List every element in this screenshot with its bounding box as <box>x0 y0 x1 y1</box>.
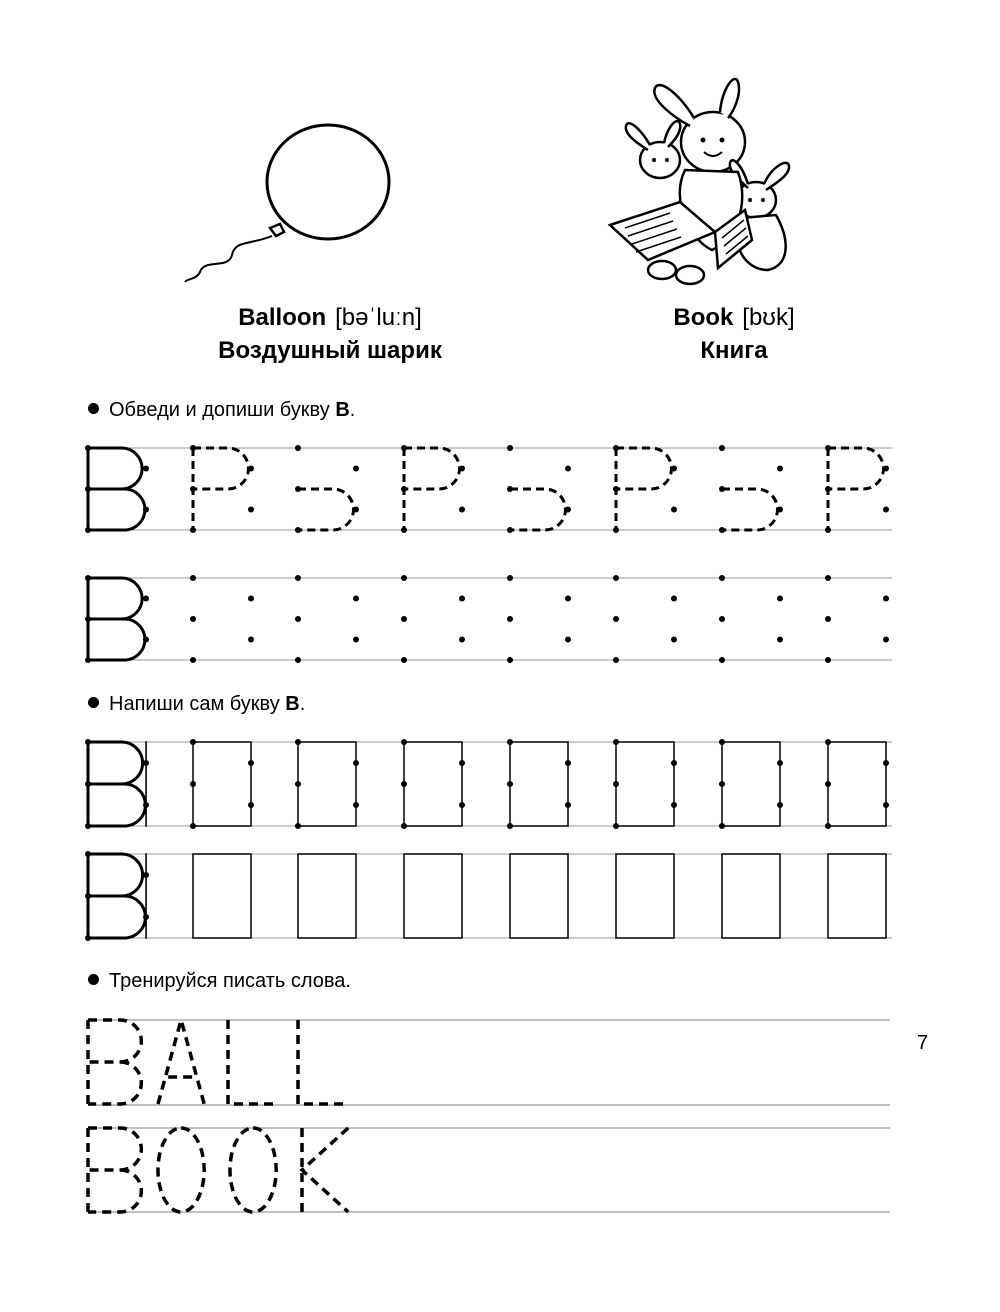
guide-dot <box>719 527 725 533</box>
guide-dot <box>883 507 889 513</box>
guide-dot <box>295 445 301 451</box>
guide-dot <box>507 616 513 622</box>
guide-dot <box>565 760 571 766</box>
guide-dot <box>613 739 619 745</box>
guide-dot <box>143 872 149 878</box>
guide-dot <box>85 781 91 787</box>
dashed-letter-b <box>88 1128 141 1212</box>
guide-dot <box>190 823 196 829</box>
letter-box <box>510 854 568 938</box>
guide-dot <box>671 802 677 808</box>
bullet-icon <box>88 697 99 708</box>
letter-box <box>828 742 886 826</box>
instruction-write-letter: B <box>285 693 300 715</box>
guide-dot <box>507 739 513 745</box>
guide-dot <box>825 781 831 787</box>
guide-dot <box>719 445 725 451</box>
guide-dot <box>825 616 831 622</box>
guide-dot <box>248 802 254 808</box>
guide-dot <box>825 445 831 451</box>
balloon-translation: Воздушный шарик <box>218 337 442 364</box>
guide-dot <box>295 739 301 745</box>
guide-dot <box>190 781 196 787</box>
guide-dot <box>353 507 359 513</box>
guide-dot <box>248 596 254 602</box>
guide-dot <box>143 596 149 602</box>
balloon-word: Balloon <box>238 304 327 331</box>
bullet-icon <box>88 974 99 985</box>
letter-box <box>722 854 780 938</box>
guide-dot <box>565 507 571 513</box>
guide-dot <box>353 760 359 766</box>
sample-letter-b <box>88 854 145 938</box>
instruction-write-text: Напиши сам букву <box>109 693 286 715</box>
guide-dot <box>719 823 725 829</box>
letter-box <box>404 742 462 826</box>
guide-dot <box>719 781 725 787</box>
guide-dot <box>777 802 783 808</box>
guide-dot <box>613 445 619 451</box>
guide-dot <box>613 486 619 492</box>
guide-dot <box>507 575 513 581</box>
dashed-letter-l <box>228 1020 274 1104</box>
trace-letter-b <box>193 448 249 530</box>
dashed-letter-b <box>88 1020 141 1104</box>
guide-dot <box>825 657 831 663</box>
guide-dot <box>85 575 91 581</box>
trace-letter-b <box>510 489 566 530</box>
trace-letter-b <box>616 448 671 530</box>
dashed-letter-l <box>298 1020 344 1104</box>
guide-dot <box>613 616 619 622</box>
balloon-transcription: [bəˈluːn] <box>335 304 422 331</box>
balloon-caption <box>130 303 530 366</box>
guide-dot <box>825 739 831 745</box>
guide-dot <box>353 466 359 472</box>
guide-dot <box>143 914 149 920</box>
letter-box <box>616 742 674 826</box>
guide-dot <box>613 823 619 829</box>
letter-box <box>298 854 356 938</box>
guide-dot <box>401 527 407 533</box>
guide-dot <box>719 486 725 492</box>
book-word: Book <box>673 304 734 331</box>
guide-dot <box>295 657 301 663</box>
guide-dot <box>459 802 465 808</box>
guide-dot <box>671 637 677 643</box>
letter-box <box>510 742 568 826</box>
guide-dot <box>85 893 91 899</box>
guide-dot <box>565 637 571 643</box>
guide-dot <box>459 507 465 513</box>
guide-dot <box>825 486 831 492</box>
trace-letter-b <box>404 448 459 530</box>
guide-dot <box>248 507 254 513</box>
guide-dot <box>143 637 149 643</box>
book-transcription: [bʊk] <box>742 304 795 331</box>
guide-dot <box>295 527 301 533</box>
guide-dot <box>719 575 725 581</box>
guide-dot <box>777 466 783 472</box>
dashed-letter-a <box>158 1020 204 1104</box>
instruction-write-end: . <box>299 693 306 715</box>
dashed-letter-o <box>230 1128 276 1212</box>
guide-dot <box>295 781 301 787</box>
guide-dot <box>248 760 254 766</box>
guide-dot <box>353 802 359 808</box>
guide-dot <box>507 657 513 663</box>
guide-dot <box>401 616 407 622</box>
instruction-trace-text: Обведи и допиши букву <box>109 399 336 421</box>
instruction-trace-letter: B <box>335 399 350 421</box>
dashed-letter-o <box>158 1128 204 1212</box>
guide-dot <box>565 466 571 472</box>
guide-dot <box>459 466 465 472</box>
guide-dot <box>295 616 301 622</box>
guide-dot <box>85 739 91 745</box>
guide-dot <box>143 802 149 808</box>
dashed-letter-k <box>302 1128 348 1212</box>
guide-dot <box>825 527 831 533</box>
letter-box <box>193 742 251 826</box>
guide-dot <box>190 527 196 533</box>
guide-dot <box>883 802 889 808</box>
guide-dot <box>143 760 149 766</box>
guide-dot <box>507 445 513 451</box>
book-caption <box>554 303 914 366</box>
letter-box <box>193 854 251 938</box>
guide-dot <box>85 527 91 533</box>
guide-dot <box>507 527 513 533</box>
letter-box <box>298 742 356 826</box>
guide-dot <box>401 486 407 492</box>
guide-dot <box>143 466 149 472</box>
guide-dot <box>671 760 677 766</box>
guide-dot <box>883 466 889 472</box>
guide-dot <box>248 466 254 472</box>
guide-dot <box>295 486 301 492</box>
instruction-write <box>88 693 305 716</box>
guide-dot <box>401 781 407 787</box>
trace-letter-b <box>722 489 777 530</box>
guide-dot <box>190 657 196 663</box>
guide-dot <box>613 781 619 787</box>
trace-letter-b <box>298 489 354 530</box>
guide-dot <box>671 466 677 472</box>
guide-dot <box>613 527 619 533</box>
guide-dot <box>401 823 407 829</box>
guide-dot <box>507 823 513 829</box>
page-number: 7 <box>917 1032 929 1054</box>
guide-dot <box>401 739 407 745</box>
guide-dot <box>85 935 91 941</box>
guide-dot <box>190 575 196 581</box>
guide-dot <box>777 507 783 513</box>
guide-dot <box>401 657 407 663</box>
guide-dot <box>401 445 407 451</box>
guide-dot <box>143 507 149 513</box>
sample-letter-b <box>88 742 145 826</box>
guide-dot <box>190 445 196 451</box>
guide-dot <box>190 739 196 745</box>
guide-dot <box>719 739 725 745</box>
guide-dot <box>295 823 301 829</box>
guide-dot <box>85 657 91 663</box>
guide-dot <box>459 637 465 643</box>
guide-dot <box>777 637 783 643</box>
guide-dot <box>719 616 725 622</box>
trace-letter-b <box>828 448 884 530</box>
instruction-trace <box>88 399 355 422</box>
letter-box <box>828 854 886 938</box>
guide-dot <box>825 575 831 581</box>
sample-letter-b <box>88 448 145 530</box>
instruction-words <box>88 970 351 993</box>
instruction-trace-end: . <box>349 399 356 421</box>
guide-dot <box>507 486 513 492</box>
guide-dot <box>85 851 91 857</box>
guide-dot <box>883 637 889 643</box>
guide-dot <box>459 596 465 602</box>
guide-dot <box>85 486 91 492</box>
guide-dot <box>777 596 783 602</box>
letter-box <box>722 742 780 826</box>
instruction-words-text: Тренируйся писать слова. <box>109 970 351 992</box>
guide-dot <box>719 657 725 663</box>
letter-box <box>404 854 462 938</box>
guide-dot <box>883 760 889 766</box>
guide-dot <box>401 575 407 581</box>
guide-dot <box>613 575 619 581</box>
guide-dot <box>459 760 465 766</box>
book-translation: Книга <box>700 337 768 364</box>
guide-dot <box>353 637 359 643</box>
guide-dot <box>777 760 783 766</box>
guide-dot <box>613 657 619 663</box>
guide-dot <box>295 575 301 581</box>
letter-box <box>616 854 674 938</box>
sample-letter-b <box>88 578 145 660</box>
guide-dot <box>671 596 677 602</box>
guide-dot <box>190 486 196 492</box>
guide-dot <box>85 616 91 622</box>
guide-dot <box>825 823 831 829</box>
guide-dot <box>883 596 889 602</box>
guide-dot <box>565 596 571 602</box>
guide-dot <box>565 802 571 808</box>
guide-dot <box>190 616 196 622</box>
guide-dot <box>353 596 359 602</box>
guide-dot <box>248 637 254 643</box>
guide-dot <box>85 823 91 829</box>
guide-dot <box>507 781 513 787</box>
guide-dot <box>85 445 91 451</box>
bullet-icon <box>88 403 99 414</box>
guide-dot <box>671 507 677 513</box>
